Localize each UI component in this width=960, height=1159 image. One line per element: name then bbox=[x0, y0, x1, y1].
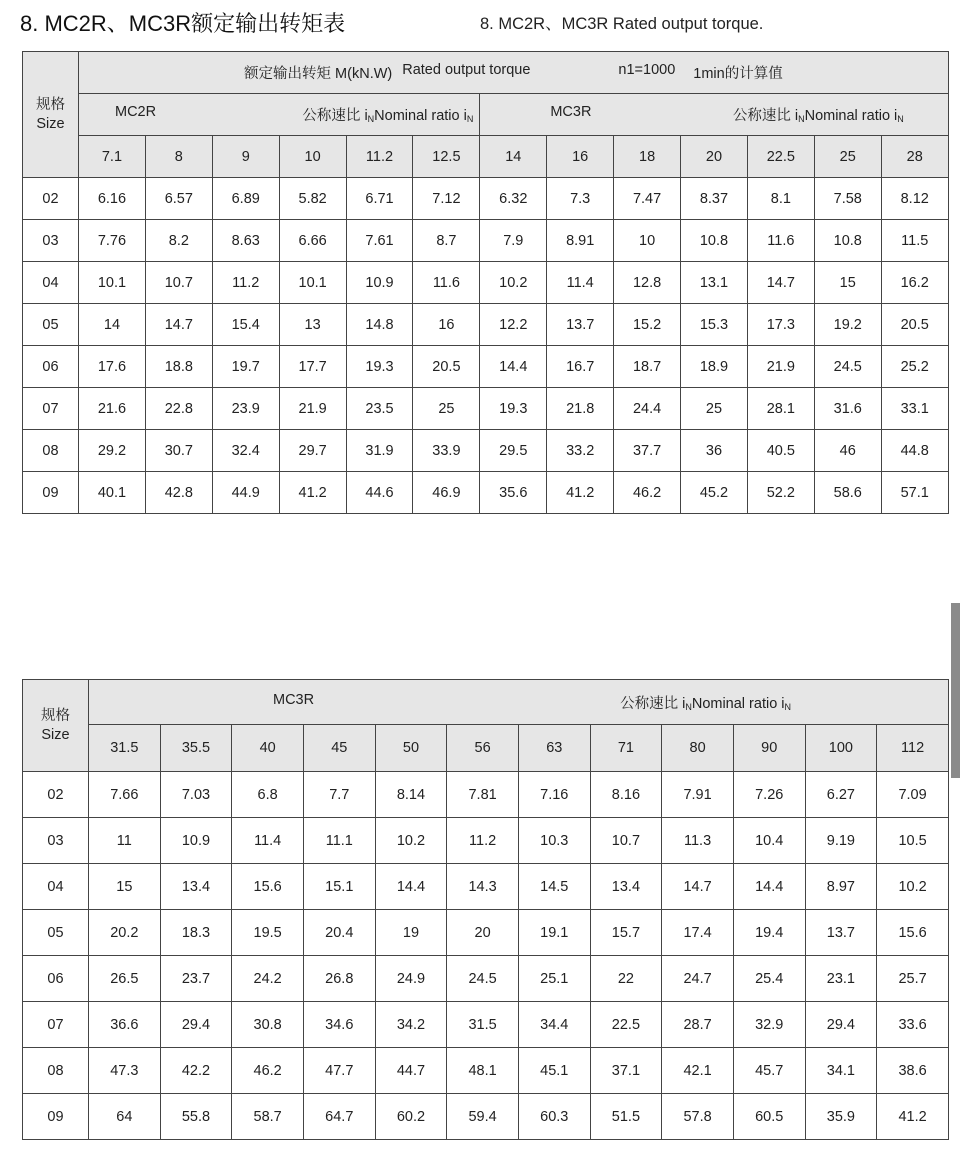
torque-value-cell: 8.12 bbox=[881, 178, 948, 220]
torque-value-cell: 28.7 bbox=[662, 1002, 734, 1048]
mc3r-group-header bbox=[480, 94, 948, 136]
torque-value-cell: 14.4 bbox=[375, 864, 447, 910]
torque-value-cell: 24.5 bbox=[447, 956, 519, 1002]
table2-ratio-row bbox=[23, 725, 949, 772]
torque-value-cell: 11.2 bbox=[447, 818, 519, 864]
table1-header-row-1 bbox=[23, 52, 949, 94]
torque-value-cell: 14.7 bbox=[747, 262, 814, 304]
size-cell: 09 bbox=[23, 472, 79, 514]
table-row bbox=[23, 910, 949, 956]
torque-value-cell: 7.3 bbox=[547, 178, 614, 220]
torque-value-cell: 45.7 bbox=[733, 1048, 805, 1094]
torque-value-cell: 19.1 bbox=[518, 910, 590, 956]
torque-value-cell: 16.7 bbox=[547, 346, 614, 388]
ratio-header-cell: 12.5 bbox=[413, 136, 480, 178]
torque-value-cell: 47.3 bbox=[89, 1048, 161, 1094]
torque-value-cell: 20.5 bbox=[881, 304, 948, 346]
torque-value-cell: 41.2 bbox=[877, 1094, 949, 1140]
torque-value-cell: 55.8 bbox=[160, 1094, 232, 1140]
torque-value-cell: 35.9 bbox=[805, 1094, 877, 1140]
size-label-en: Size bbox=[41, 726, 70, 743]
table-row bbox=[23, 388, 949, 430]
torque-value-cell: 28.1 bbox=[747, 388, 814, 430]
torque-value-cell: 8.7 bbox=[413, 220, 480, 262]
torque-value-cell: 19.4 bbox=[733, 910, 805, 956]
torque-value-cell: 6.32 bbox=[480, 178, 547, 220]
ratio-header-cell: 9 bbox=[212, 136, 279, 178]
torque-value-cell: 32.4 bbox=[212, 430, 279, 472]
mc3r-label: MC3R bbox=[550, 104, 592, 120]
torque-value-cell: 30.8 bbox=[232, 1002, 304, 1048]
torque-value-cell: 6.89 bbox=[212, 178, 279, 220]
torque-value-cell: 10.9 bbox=[346, 262, 413, 304]
torque-value-cell: 10.3 bbox=[518, 818, 590, 864]
torque-value-cell: 44.8 bbox=[881, 430, 948, 472]
torque-value-cell: 13.7 bbox=[547, 304, 614, 346]
ratio-header-cell: 18 bbox=[614, 136, 681, 178]
torque-value-cell: 19 bbox=[375, 910, 447, 956]
torque-value-cell: 14.7 bbox=[662, 864, 734, 910]
torque-value-cell: 10.4 bbox=[733, 818, 805, 864]
torque-value-cell: 10 bbox=[614, 220, 681, 262]
torque-value-cell: 13 bbox=[279, 304, 346, 346]
torque-value-cell: 51.5 bbox=[590, 1094, 662, 1140]
table1-ratio-row bbox=[23, 136, 949, 178]
torque-table-1 bbox=[22, 51, 949, 514]
table-row bbox=[23, 178, 949, 220]
torque-value-cell: 33.9 bbox=[413, 430, 480, 472]
table-row bbox=[23, 304, 949, 346]
ratio-header-cell: 28 bbox=[881, 136, 948, 178]
ratio-header-cell: 31.5 bbox=[89, 725, 161, 772]
ratio-header-cell: 100 bbox=[805, 725, 877, 772]
torque-value-cell: 11.6 bbox=[413, 262, 480, 304]
table-row bbox=[23, 772, 949, 818]
calc-label: 1min的计算值 bbox=[693, 66, 783, 82]
torque-value-cell: 14.3 bbox=[447, 864, 519, 910]
ratio-header-cell: 8 bbox=[145, 136, 212, 178]
torque-value-cell: 18.8 bbox=[145, 346, 212, 388]
torque-value-cell: 11.2 bbox=[212, 262, 279, 304]
ratio-label-mc3r: 公称速比 $i_NNominal$ ratio $i_N$ bbox=[620, 695, 792, 712]
torque-value-cell: 46.2 bbox=[232, 1048, 304, 1094]
torque-value-cell: 20 bbox=[447, 910, 519, 956]
torque-value-cell: 19.3 bbox=[480, 388, 547, 430]
torque-value-cell: 14.7 bbox=[145, 304, 212, 346]
size-label-cn: 规格 bbox=[41, 707, 70, 724]
torque-value-cell: 23.5 bbox=[346, 388, 413, 430]
torque-value-cell: 10.5 bbox=[877, 818, 949, 864]
torque-value-cell: 41.2 bbox=[547, 472, 614, 514]
torque-value-cell: 11.1 bbox=[303, 818, 375, 864]
torque-value-cell: 11.6 bbox=[747, 220, 814, 262]
torque-value-cell: 15.6 bbox=[877, 910, 949, 956]
torque-value-cell: 14 bbox=[79, 304, 146, 346]
torque-value-cell: 33.6 bbox=[877, 1002, 949, 1048]
torque-value-cell: 19.5 bbox=[232, 910, 304, 956]
torque-value-cell: 33.1 bbox=[881, 388, 948, 430]
torque-value-cell: 25.7 bbox=[877, 956, 949, 1002]
torque-value-cell: 11.3 bbox=[662, 818, 734, 864]
torque-value-cell: 13.1 bbox=[681, 262, 748, 304]
torque-value-cell: 10.7 bbox=[145, 262, 212, 304]
torque-value-cell: 25 bbox=[413, 388, 480, 430]
torque-value-cell: 46 bbox=[814, 430, 881, 472]
ratio-header-cell: 45 bbox=[303, 725, 375, 772]
torque-value-cell: 11 bbox=[89, 818, 161, 864]
torque-value-cell: 60.3 bbox=[518, 1094, 590, 1140]
torque-value-cell: 26.5 bbox=[89, 956, 161, 1002]
torque-value-cell: 25.4 bbox=[733, 956, 805, 1002]
size-cell: 02 bbox=[23, 178, 79, 220]
torque-value-cell: 18.3 bbox=[160, 910, 232, 956]
torque-value-cell: 25 bbox=[681, 388, 748, 430]
torque-value-cell: 42.8 bbox=[145, 472, 212, 514]
torque-value-cell: 29.5 bbox=[480, 430, 547, 472]
ratio-header-cell: 56 bbox=[447, 725, 519, 772]
torque-value-cell: 48.1 bbox=[447, 1048, 519, 1094]
size-cell: 08 bbox=[23, 1048, 89, 1094]
torque-value-cell: 7.12 bbox=[413, 178, 480, 220]
torque-value-cell: 38.6 bbox=[877, 1048, 949, 1094]
torque-value-cell: 18.7 bbox=[614, 346, 681, 388]
torque-value-cell: 20.2 bbox=[89, 910, 161, 956]
size-cell: 03 bbox=[23, 818, 89, 864]
table-row bbox=[23, 220, 949, 262]
torque-value-cell: 45.1 bbox=[518, 1048, 590, 1094]
ratio-header-cell: 7.1 bbox=[79, 136, 146, 178]
table-row bbox=[23, 864, 949, 910]
torque-value-cell: 23.1 bbox=[805, 956, 877, 1002]
table-row bbox=[23, 472, 949, 514]
torque-value-cell: 8.1 bbox=[747, 178, 814, 220]
torque-value-cell: 10.8 bbox=[681, 220, 748, 262]
size-cell: 06 bbox=[23, 346, 79, 388]
size-cell: 07 bbox=[23, 1002, 89, 1048]
torque-value-cell: 29.4 bbox=[160, 1002, 232, 1048]
torque-value-cell: 7.9 bbox=[480, 220, 547, 262]
rated-torque-header bbox=[79, 52, 949, 94]
torque-value-cell: 29.7 bbox=[279, 430, 346, 472]
torque-value-cell: 11.5 bbox=[881, 220, 948, 262]
ratio-header-cell: 14 bbox=[480, 136, 547, 178]
ratio-header-cell: 10 bbox=[279, 136, 346, 178]
torque-value-cell: 17.3 bbox=[747, 304, 814, 346]
size-cell: 04 bbox=[23, 262, 79, 304]
torque-value-cell: 10.1 bbox=[79, 262, 146, 304]
ratio-header-cell: 16 bbox=[547, 136, 614, 178]
torque-value-cell: 7.61 bbox=[346, 220, 413, 262]
torque-value-cell: 8.91 bbox=[547, 220, 614, 262]
size-label-cn: 规格 bbox=[36, 96, 65, 113]
torque-value-cell: 6.27 bbox=[805, 772, 877, 818]
ratio-header-cell: 50 bbox=[375, 725, 447, 772]
torque-value-cell: 6.71 bbox=[346, 178, 413, 220]
torque-value-cell: 19.7 bbox=[212, 346, 279, 388]
torque-value-cell: 64.7 bbox=[303, 1094, 375, 1140]
torque-value-cell: 58.6 bbox=[814, 472, 881, 514]
torque-value-cell: 42.1 bbox=[662, 1048, 734, 1094]
size-cell: 05 bbox=[23, 304, 79, 346]
torque-value-cell: 30.7 bbox=[145, 430, 212, 472]
torque-value-cell: 14.8 bbox=[346, 304, 413, 346]
torque-value-cell: 19.2 bbox=[814, 304, 881, 346]
ratio-header-cell: 63 bbox=[518, 725, 590, 772]
torque-value-cell: 7.47 bbox=[614, 178, 681, 220]
torque-value-cell: 29.2 bbox=[79, 430, 146, 472]
ratio-header-cell: 80 bbox=[662, 725, 734, 772]
ratio-header-cell: 40 bbox=[232, 725, 304, 772]
torque-value-cell: 6.8 bbox=[232, 772, 304, 818]
torque-value-cell: 44.9 bbox=[212, 472, 279, 514]
torque-value-cell: 23.9 bbox=[212, 388, 279, 430]
torque-value-cell: 22 bbox=[590, 956, 662, 1002]
torque-value-cell: 21.8 bbox=[547, 388, 614, 430]
ratio-label-mc3r: 公称速比 $i_NNominal$ ratio $i_N$ bbox=[732, 108, 904, 124]
torque-value-cell: 34.4 bbox=[518, 1002, 590, 1048]
torque-value-cell: 20.4 bbox=[303, 910, 375, 956]
torque-value-cell: 23.7 bbox=[160, 956, 232, 1002]
torque-value-cell: 33.2 bbox=[547, 430, 614, 472]
size-cell: 06 bbox=[23, 956, 89, 1002]
torque-value-cell: 7.09 bbox=[877, 772, 949, 818]
torque-value-cell: 31.9 bbox=[346, 430, 413, 472]
torque-value-cell: 10.7 bbox=[590, 818, 662, 864]
torque-value-cell: 6.57 bbox=[145, 178, 212, 220]
torque-value-cell: 52.2 bbox=[747, 472, 814, 514]
size-cell: 04 bbox=[23, 864, 89, 910]
ratio-header-cell: 11.2 bbox=[346, 136, 413, 178]
torque-value-cell: 46.2 bbox=[614, 472, 681, 514]
torque-value-cell: 31.6 bbox=[814, 388, 881, 430]
torque-value-cell: 44.7 bbox=[375, 1048, 447, 1094]
torque-value-cell: 7.7 bbox=[303, 772, 375, 818]
torque-value-cell: 9.19 bbox=[805, 818, 877, 864]
torque-value-cell: 10.2 bbox=[877, 864, 949, 910]
torque-value-cell: 13.4 bbox=[160, 864, 232, 910]
torque-value-cell: 7.26 bbox=[733, 772, 805, 818]
torque-value-cell: 41.2 bbox=[279, 472, 346, 514]
torque-value-cell: 32.9 bbox=[733, 1002, 805, 1048]
torque-value-cell: 22.5 bbox=[590, 1002, 662, 1048]
torque-value-cell: 25.2 bbox=[881, 346, 948, 388]
torque-value-cell: 57.1 bbox=[881, 472, 948, 514]
torque-value-cell: 29.4 bbox=[805, 1002, 877, 1048]
torque-value-cell: 16.2 bbox=[881, 262, 948, 304]
torque-value-cell: 12.8 bbox=[614, 262, 681, 304]
torque-value-cell: 5.82 bbox=[279, 178, 346, 220]
speed-label: n1=1000 bbox=[618, 62, 676, 78]
torque-value-cell: 8.97 bbox=[805, 864, 877, 910]
torque-value-cell: 35.6 bbox=[480, 472, 547, 514]
torque-value-cell: 47.7 bbox=[303, 1048, 375, 1094]
torque-value-cell: 34.1 bbox=[805, 1048, 877, 1094]
torque-value-cell: 45.2 bbox=[681, 472, 748, 514]
torque-value-cell: 15.4 bbox=[212, 304, 279, 346]
torque-value-cell: 8.14 bbox=[375, 772, 447, 818]
page-title-en: 8. MC2R、MC3R Rated output torque. bbox=[480, 15, 764, 33]
torque-value-cell: 6.16 bbox=[79, 178, 146, 220]
torque-value-cell: 20.5 bbox=[413, 346, 480, 388]
page-title-cn: 8. MC2R、MC3R额定输出转矩表 bbox=[20, 11, 346, 36]
mc3r-group-header bbox=[89, 680, 949, 725]
ratio-header-cell: 20 bbox=[681, 136, 748, 178]
torque-value-cell: 19.3 bbox=[346, 346, 413, 388]
ratio-header-cell: 71 bbox=[590, 725, 662, 772]
torque-value-cell: 60.5 bbox=[733, 1094, 805, 1140]
torque-value-cell: 12.2 bbox=[480, 304, 547, 346]
mc2r-group-header bbox=[79, 94, 480, 136]
table-row bbox=[23, 956, 949, 1002]
torque-value-cell: 10.2 bbox=[480, 262, 547, 304]
torque-value-cell: 36 bbox=[681, 430, 748, 472]
torque-value-cell: 15.1 bbox=[303, 864, 375, 910]
torque-value-cell: 15.2 bbox=[614, 304, 681, 346]
torque-value-cell: 31.5 bbox=[447, 1002, 519, 1048]
torque-value-cell: 8.63 bbox=[212, 220, 279, 262]
torque-value-cell: 21.6 bbox=[79, 388, 146, 430]
torque-value-cell: 46.9 bbox=[413, 472, 480, 514]
torque-value-cell: 14.4 bbox=[480, 346, 547, 388]
table-row bbox=[23, 430, 949, 472]
torque-value-cell: 10.9 bbox=[160, 818, 232, 864]
page-side-tab bbox=[951, 603, 960, 778]
torque-value-cell: 8.2 bbox=[145, 220, 212, 262]
torque-value-cell: 40.5 bbox=[747, 430, 814, 472]
torque-value-cell: 44.6 bbox=[346, 472, 413, 514]
torque-value-cell: 15.6 bbox=[232, 864, 304, 910]
torque-value-cell: 24.5 bbox=[814, 346, 881, 388]
torque-table-2 bbox=[22, 679, 949, 1140]
torque-value-cell: 10.2 bbox=[375, 818, 447, 864]
torque-value-cell: 37.1 bbox=[590, 1048, 662, 1094]
torque-value-cell: 13.4 bbox=[590, 864, 662, 910]
torque-value-cell: 6.66 bbox=[279, 220, 346, 262]
ratio-header-cell: 22.5 bbox=[747, 136, 814, 178]
torque-value-cell: 25.1 bbox=[518, 956, 590, 1002]
torque-value-cell: 36.6 bbox=[89, 1002, 161, 1048]
torque-value-cell: 7.81 bbox=[447, 772, 519, 818]
torque-value-cell: 8.16 bbox=[590, 772, 662, 818]
torque-value-cell: 24.9 bbox=[375, 956, 447, 1002]
ratio-header-cell: 35.5 bbox=[160, 725, 232, 772]
torque-value-cell: 10.8 bbox=[814, 220, 881, 262]
torque-value-cell: 57.8 bbox=[662, 1094, 734, 1140]
size-cell: 03 bbox=[23, 220, 79, 262]
torque-value-cell: 58.7 bbox=[232, 1094, 304, 1140]
torque-value-cell: 7.76 bbox=[79, 220, 146, 262]
torque-value-cell: 15 bbox=[89, 864, 161, 910]
torque-value-cell: 11.4 bbox=[547, 262, 614, 304]
torque-value-cell: 24.4 bbox=[614, 388, 681, 430]
torque-value-cell: 18.9 bbox=[681, 346, 748, 388]
torque-value-cell: 10.1 bbox=[279, 262, 346, 304]
table-row bbox=[23, 1002, 949, 1048]
torque-value-cell: 40.1 bbox=[79, 472, 146, 514]
size-cell: 07 bbox=[23, 388, 79, 430]
size-cell: 09 bbox=[23, 1094, 89, 1140]
torque-value-cell: 15.7 bbox=[590, 910, 662, 956]
torque-value-cell: 16 bbox=[413, 304, 480, 346]
torque-value-cell: 17.6 bbox=[79, 346, 146, 388]
torque-value-cell: 7.66 bbox=[89, 772, 161, 818]
size-cell: 05 bbox=[23, 910, 89, 956]
table-row bbox=[23, 1048, 949, 1094]
size-header bbox=[23, 52, 79, 178]
torque-header-en: Rated output torque bbox=[402, 62, 531, 78]
torque-value-cell: 7.03 bbox=[160, 772, 232, 818]
table1-header-row-2 bbox=[23, 94, 949, 136]
table-row bbox=[23, 262, 949, 304]
torque-value-cell: 8.37 bbox=[681, 178, 748, 220]
torque-value-cell: 42.2 bbox=[160, 1048, 232, 1094]
torque-value-cell: 34.6 bbox=[303, 1002, 375, 1048]
torque-value-cell: 34.2 bbox=[375, 1002, 447, 1048]
torque-value-cell: 17.4 bbox=[662, 910, 734, 956]
torque-value-cell: 37.7 bbox=[614, 430, 681, 472]
mc2r-label: MC2R bbox=[115, 104, 157, 120]
torque-value-cell: 7.58 bbox=[814, 178, 881, 220]
size-header bbox=[23, 680, 89, 772]
table-row bbox=[23, 1094, 949, 1140]
torque-value-cell: 24.2 bbox=[232, 956, 304, 1002]
table-row bbox=[23, 818, 949, 864]
torque-value-cell: 64 bbox=[89, 1094, 161, 1140]
torque-value-cell: 15.3 bbox=[681, 304, 748, 346]
torque-value-cell: 17.7 bbox=[279, 346, 346, 388]
ratio-header-cell: 112 bbox=[877, 725, 949, 772]
torque-value-cell: 15 bbox=[814, 262, 881, 304]
torque-value-cell: 7.91 bbox=[662, 772, 734, 818]
torque-value-cell: 21.9 bbox=[747, 346, 814, 388]
table-row bbox=[23, 346, 949, 388]
table2-header-row-1 bbox=[23, 680, 949, 725]
ratio-label-mc2r: 公称速比 $i_NNominal$ ratio $i_N$ bbox=[302, 108, 474, 124]
torque-value-cell: 11.4 bbox=[232, 818, 304, 864]
torque-value-cell: 59.4 bbox=[447, 1094, 519, 1140]
torque-value-cell: 26.8 bbox=[303, 956, 375, 1002]
torque-value-cell: 21.9 bbox=[279, 388, 346, 430]
torque-value-cell: 24.7 bbox=[662, 956, 734, 1002]
torque-value-cell: 14.5 bbox=[518, 864, 590, 910]
size-label-en: Size bbox=[36, 115, 65, 132]
size-cell: 08 bbox=[23, 430, 79, 472]
torque-value-cell: 7.16 bbox=[518, 772, 590, 818]
mc3r-label: MC3R bbox=[273, 691, 315, 708]
torque-value-cell: 60.2 bbox=[375, 1094, 447, 1140]
ratio-header-cell: 90 bbox=[733, 725, 805, 772]
torque-value-cell: 22.8 bbox=[145, 388, 212, 430]
torque-value-cell: 13.7 bbox=[805, 910, 877, 956]
ratio-header-cell: 25 bbox=[814, 136, 881, 178]
torque-header-cn: 额定输出转矩 M(kN.W) bbox=[244, 66, 393, 82]
torque-value-cell: 14.4 bbox=[733, 864, 805, 910]
size-cell: 02 bbox=[23, 772, 89, 818]
